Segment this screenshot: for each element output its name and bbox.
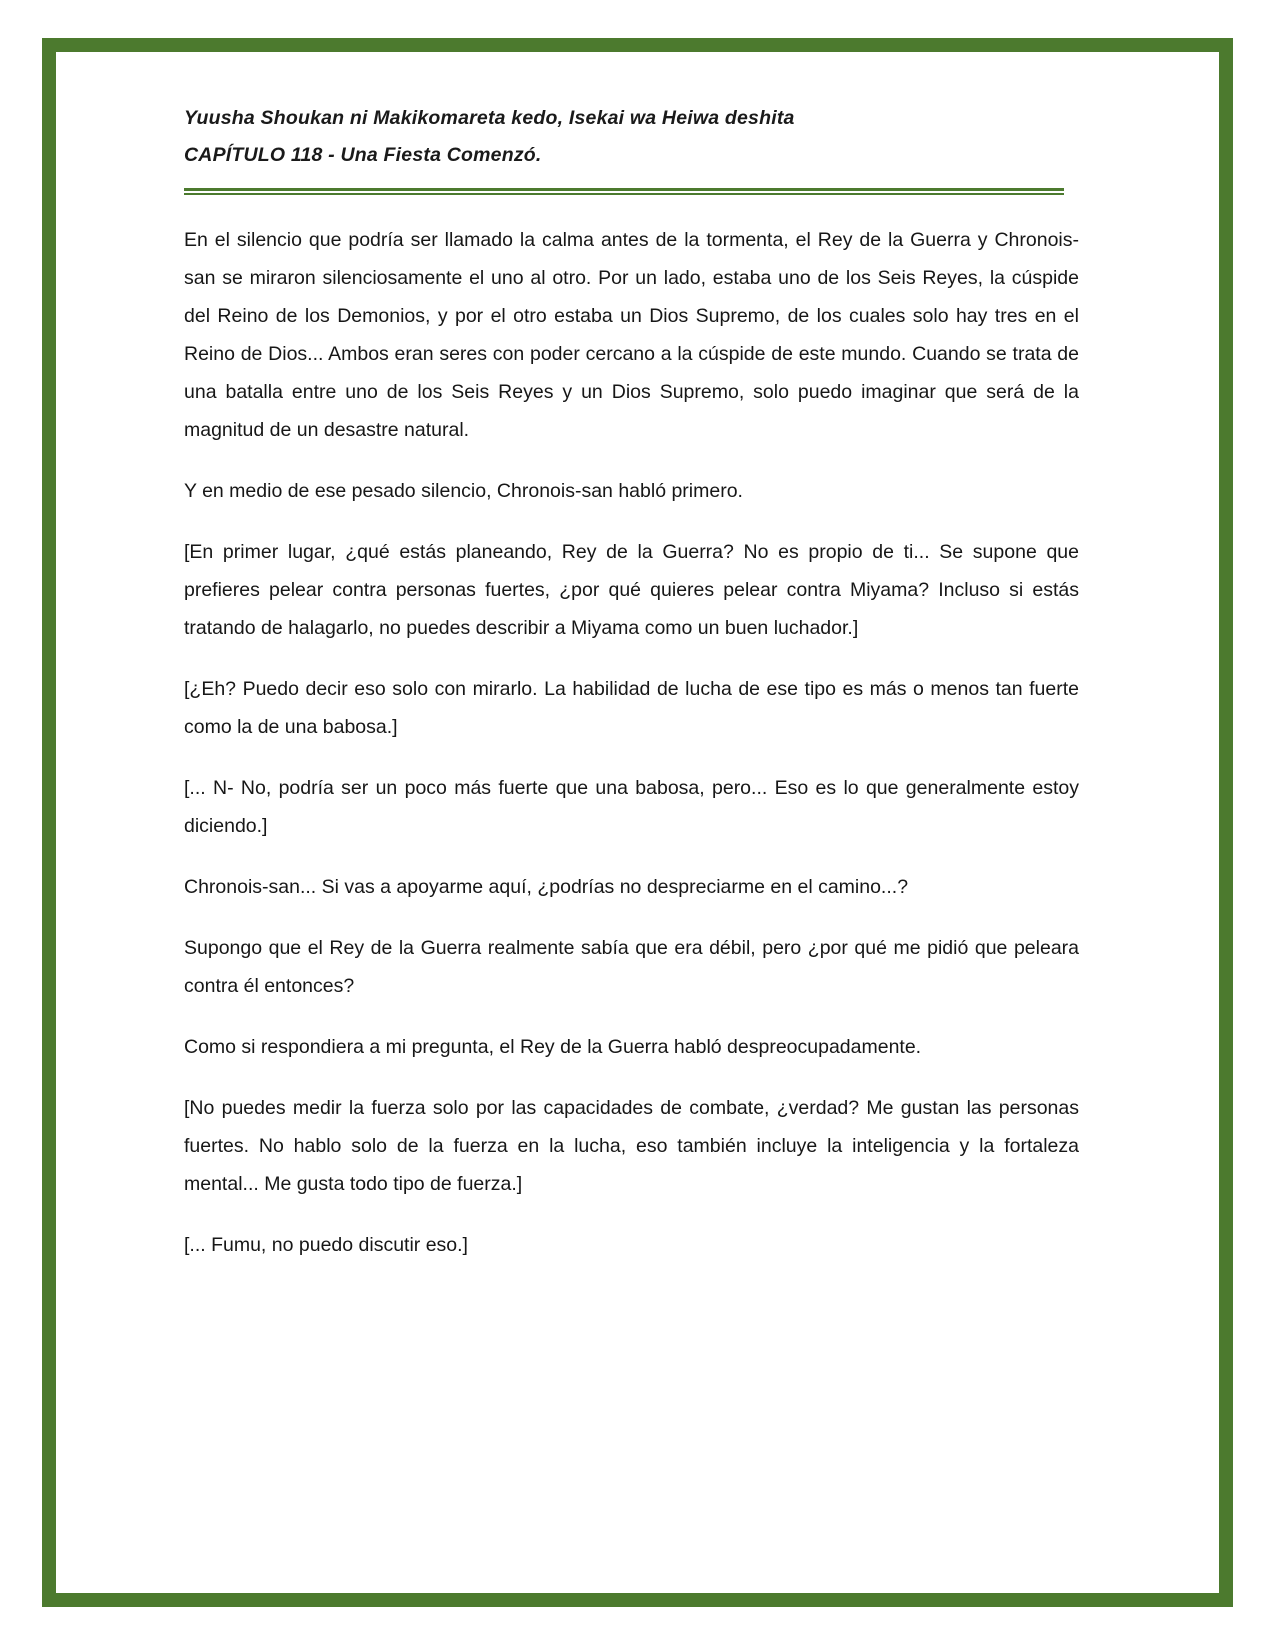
document-header [184, 100, 1151, 184]
paragraph: [En primer lugar, ¿qué estás planeando, Rey de la Guerra? No es propio de ti... Se supone que prefieres pelear contra personas fuertes, ¿por qué quieres pelear contra Miyama? Incluso si estás tratando de halagarlo, no puedes describir a Miyama como un buen luchador.] [184, 541, 1079, 640]
paragraph: [... Fumu, no puedo discutir eso.] [184, 1234, 468, 1257]
page-border [42, 38, 1233, 1607]
header-divider [184, 188, 1064, 195]
paragraph: En el silencio que podría ser llamado la calma antes de la tormenta, el Rey de la Guerra y Chronois-san se miraron silenciosamente el uno al otro. Por un lado, estaba uno de los Seis Reyes, la cúspide del Reino de los Demonios, y por el otro estaba un Dios Supremo, de los cuales solo hay tres en el Reino de Dios... Ambos eran seres con poder cercano a la cúspide de este mundo. Cuando se trata de una batalla entre uno de los Seis Reyes y un Dios Supremo, solo puedo imaginar que será de la magnitud de un desastre natural. [184, 229, 1079, 442]
paragraph: Chronois-san... Si vas a apoyarme aquí, ¿podrías no despreciarme en el camino...? [184, 876, 909, 899]
paragraph: [... N- No, podría ser un poco más fuerte que una babosa, pero... Eso es lo que generalmente estoy diciendo.] [184, 777, 1079, 838]
divider-line-thin [184, 193, 1064, 195]
chapter-title: CAPÍTULO 118 - Una Fiesta Comenzó. [184, 144, 542, 167]
paragraph: Y en medio de ese pesado silencio, Chronois-san habló primero. [184, 480, 743, 503]
paragraph: [No puedes medir la fuerza solo por las capacidades de combate, ¿verdad? Me gustan las personas fuertes. No hablo solo de la fuerza en la lucha, eso también incluye la inteligencia y la fortaleza mental... Me gusta todo tipo de fuerza.] [184, 1097, 1079, 1196]
chapter-body [184, 221, 1079, 1264]
paragraph: Como si respondiera a mi pregunta, el Rey de la Guerra habló despreocupadamente. [184, 1036, 922, 1059]
paragraph: Supongo que el Rey de la Guerra realmente sabía que era débil, pero ¿por qué me pidió que peleara contra él entonces? [184, 937, 1079, 998]
paragraph: [¿Eh? Puedo decir eso solo con mirarlo. La habilidad de lucha de ese tipo es más o menos tan fuerte como la de una babosa.] [184, 678, 1079, 739]
novel-title: Yuusha Shoukan ni Makikomareta kedo, Isekai wa Heiwa deshita [184, 107, 795, 129]
